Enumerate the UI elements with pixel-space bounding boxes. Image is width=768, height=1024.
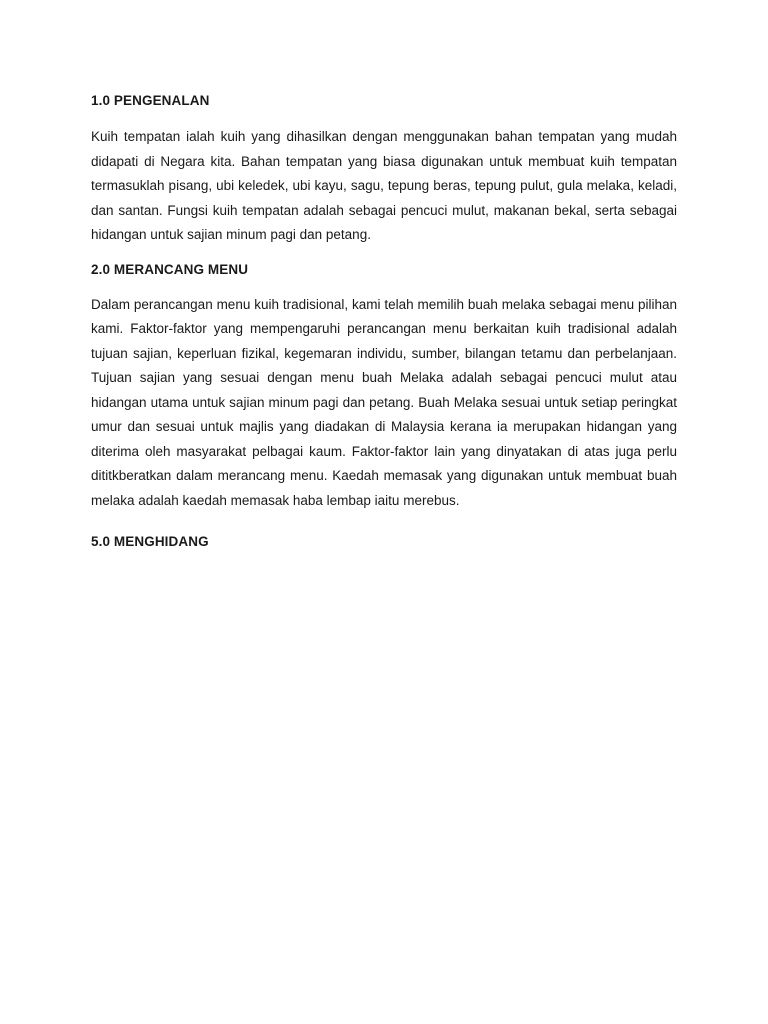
section-heading-merancang-menu: 2.0 MERANCANG MENU: [91, 261, 249, 277]
document-body: [91, 91, 677, 552]
section-paragraph-merancang-menu: Dalam perancangan menu kuih tradisional, kami telah memilih buah melaka sebagai menu pilihan kami. Faktor-faktor yang mempengaruhi perancangan menu berkaitan kuih tradisional adalah tujuan sajian, keperluan fizikal, kegemaran individu, sumber, bilangan tetamu dan perbelanjaan. Tujuan sajian yang sesuai dengan menu buah Melaka adalah sebagai pencuci mulut atau hidangan utama untuk sajian minum pagi dan petang. Buah Melaka sesuai untuk setiap peringkat umur dan sesuai untuk majlis yang diadakan di Malaysia kerana ia merupakan hidangan yang diterima oleh masyarakat pelbagai kaum. Faktor-faktor lain yang dinyatakan di atas juga perlu dititkberatkan dalam merancang menu. Kaedah memasak yang digunakan untuk membuat buah melaka adalah kaedah memasak haba lembap iaitu merebus.: [91, 296, 677, 508]
section-heading-menghidang: 5.0 MENGHIDANG: [91, 534, 209, 549]
section-heading-pengenalan: 1.0 PENGENALAN: [91, 93, 210, 108]
section-paragraph-pengenalan: Kuih tempatan ialah kuih yang dihasilkan dengan menggunakan bahan tempatan yang mudah didapati di Negara kita. Bahan tempatan yang biasa digunakan untuk membuat kuih tempatan termasuklah pisang, ubi keledek, ubi kayu, sagu, tepung beras, tepung pulut, gula melaka, keladi, dan santan. Fungsi kuih tempatan adalah sebagai pencuci mulut, makanan bekal, serta sebagai hidangan untuk sajian minum pagi dan petang.: [91, 129, 677, 242]
